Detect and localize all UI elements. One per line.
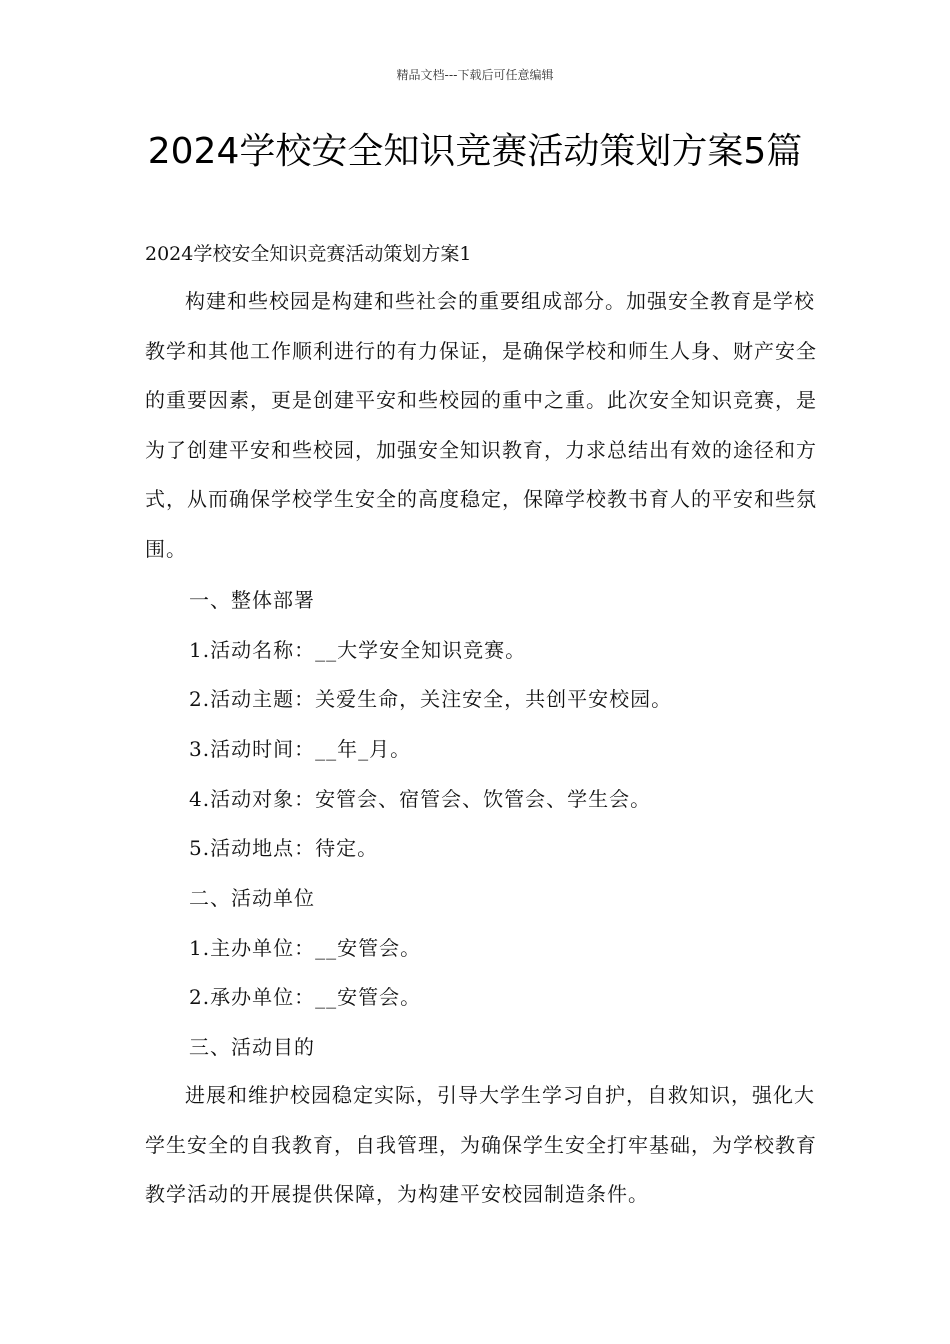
purpose-paragraph: 进展和维护校园稳定实际，引导大学生学习自护，自救知识，强化大学生安全的自我教育，自我管理，为确保学生安全打牢基础，为学校教育教学活动的开展提供保障，为构建平安校园制造条件。 [145, 1083, 817, 1206]
list-item-host-unit: 1.主办单位：__安管会。 [189, 936, 422, 960]
section-heading-deployment: 一、整体部署 [189, 588, 315, 612]
document-title: 2024学校安全知识竞赛活动策划方案5篇 [147, 131, 803, 172]
list-item-activity-name: 1.活动名称：__大学安全知识竞赛。 [189, 638, 527, 662]
header-note: 精品文档---下载后可任意编辑 [396, 68, 554, 82]
section-heading-purpose: 三、活动目的 [189, 1035, 315, 1059]
list-item-activity-target: 4.活动对象：安管会、宿管会、饮管会、学生会。 [189, 787, 652, 811]
list-item-activity-location: 5.活动地点：待定。 [189, 836, 379, 860]
document-subtitle: 2024学校安全知识竞赛活动策划方案1 [145, 243, 472, 265]
intro-paragraph: 构建和些校园是构建和些社会的重要组成部分。加强安全教育是学校教学和其他工作顺利进行的有力保证，是确保学校和师生人身、财产安全的重要因素，更是创建平安和些校园的重中之重。此次安全知识竞赛，是为了创建平安和些校园，加强安全知识教育，力求总结出有效的途径和方式，从而确保学校学生安全的高度稳定，保障学校教书育人的平安和些氛围。 [145, 289, 817, 561]
list-item-activity-time: 3.活动时间：__年_月。 [189, 737, 412, 761]
section-heading-units: 二、活动单位 [189, 886, 315, 910]
list-item-organizer-unit: 2.承办单位：__安管会。 [189, 985, 422, 1009]
list-item-activity-theme: 2.活动主题：关爱生命，关注安全，共创平安校园。 [189, 687, 673, 711]
